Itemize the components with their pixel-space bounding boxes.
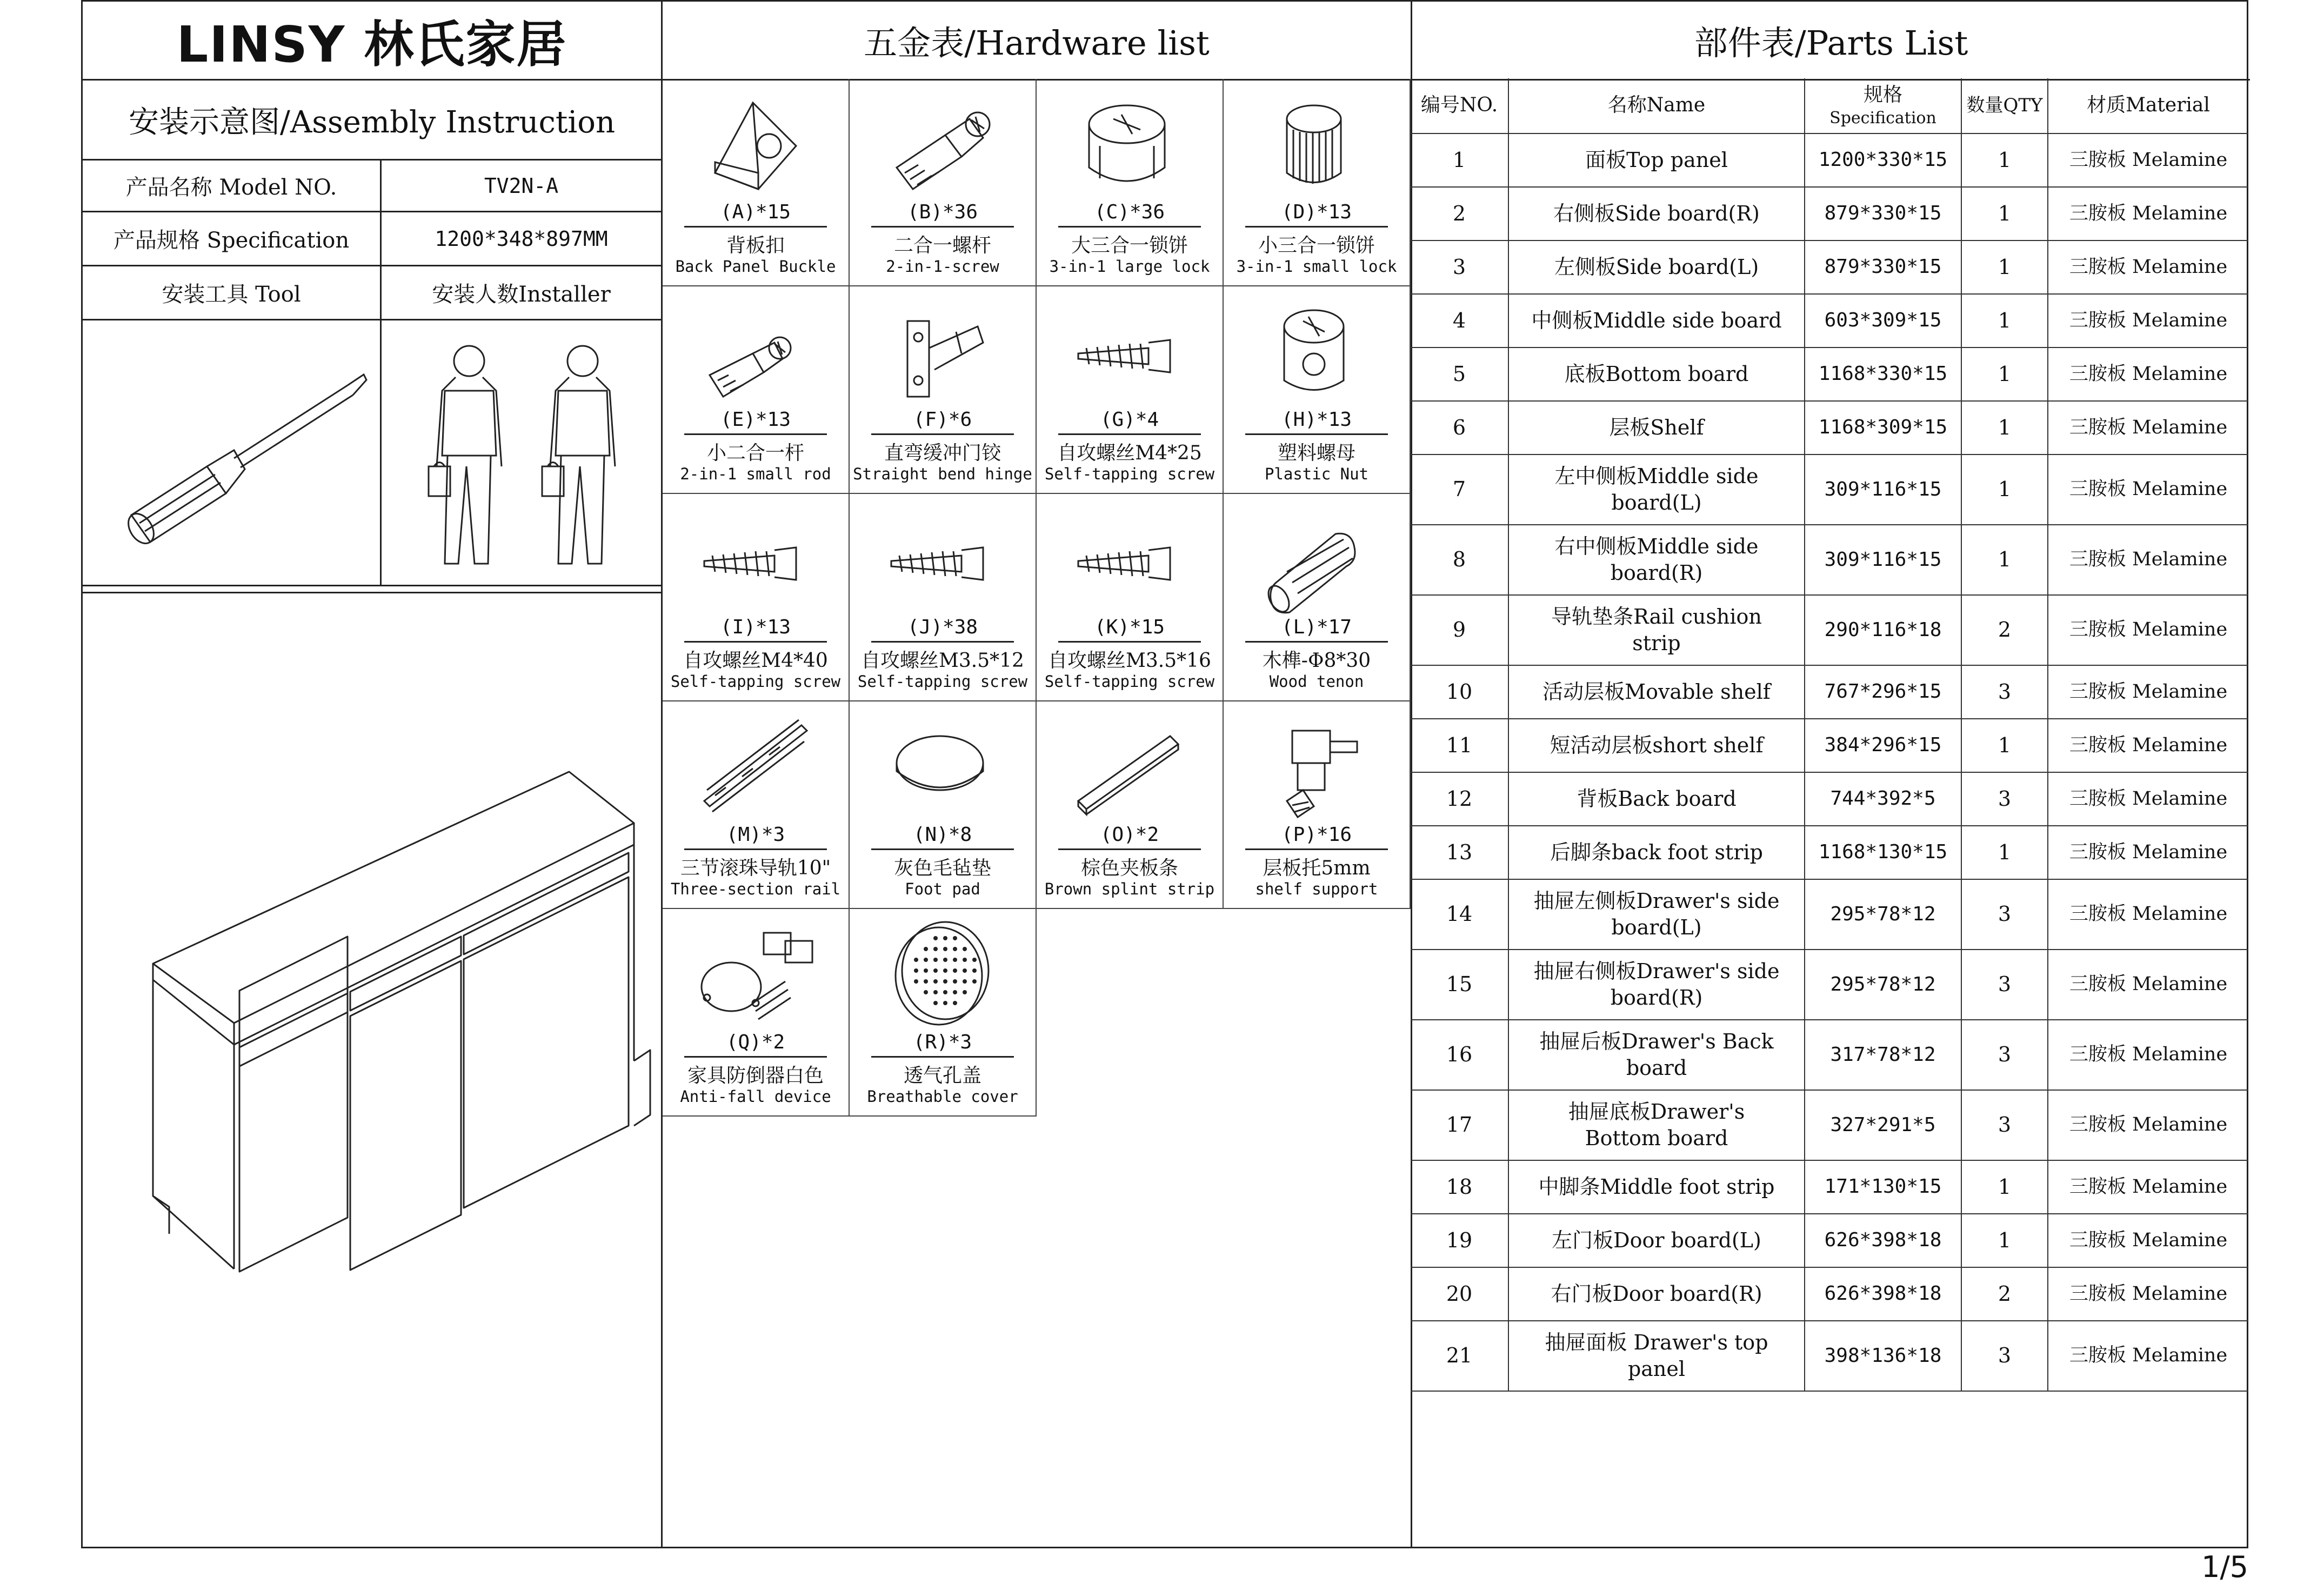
- underline: [684, 641, 827, 643]
- part-spec: 767*296*15: [1824, 680, 1942, 703]
- hardware-name-en: Straight bend hinge: [853, 465, 1032, 483]
- spec-value: 1200*348*897MM: [435, 226, 608, 251]
- part-qty: 3: [1998, 786, 2012, 811]
- hardware-code: (A)*15: [720, 201, 791, 223]
- part-qty: 1: [1998, 840, 2012, 864]
- hardware-item: [1224, 286, 1411, 494]
- part-spec: 1168*330*15: [1818, 363, 1948, 385]
- part-no: 11: [1446, 733, 1473, 757]
- hardware-name-cn: 自攻螺丝M4*25: [1057, 442, 1202, 464]
- underline: [1245, 848, 1388, 850]
- hardware-code: (D)*13: [1281, 201, 1352, 223]
- part-name: 左侧板Side board(L): [1554, 255, 1759, 279]
- hardware-item: [663, 286, 850, 494]
- part-no: 14: [1446, 902, 1473, 926]
- splint-strip-icon: [1067, 709, 1192, 823]
- hardware-item: [1224, 494, 1411, 701]
- hardware-code: (F)*6: [913, 409, 972, 431]
- hardware-name-en: Anti-fall device: [680, 1087, 831, 1106]
- hardware-item: [663, 909, 850, 1117]
- table-row: [1411, 402, 2248, 455]
- part-spec: 295*78*12: [1830, 903, 1936, 925]
- divider: [83, 319, 661, 320]
- screw-bolt-icon: [880, 86, 1005, 200]
- part-no: 5: [1452, 362, 1466, 386]
- underline: [684, 1056, 827, 1058]
- spec-label: 产品规格 Specification: [113, 228, 350, 253]
- hardware-name-cn: 自攻螺丝M4*40: [683, 650, 828, 672]
- table-row: [1411, 1020, 2248, 1091]
- screw-icon: [693, 502, 818, 615]
- part-spec: 317*78*12: [1830, 1043, 1936, 1066]
- part-material: 三胺板 Melamine: [2069, 309, 2228, 331]
- header-name: 名称Name: [1607, 94, 1706, 117]
- underline: [684, 848, 827, 850]
- part-spec: 309*116*15: [1824, 478, 1942, 500]
- part-no: 18: [1446, 1174, 1473, 1199]
- hardware-name-en: 2-in-1 small rod: [680, 465, 831, 483]
- underline: [1058, 848, 1201, 850]
- table-row: [1411, 188, 2248, 241]
- part-qty: 3: [1998, 1344, 2012, 1368]
- header-spec-en: Specification: [1829, 109, 1936, 128]
- hardware-code: (G)*4: [1100, 409, 1159, 431]
- hardware-name-cn: 木榫-Φ8*30: [1262, 650, 1371, 672]
- hardware-name-cn: 棕色夹板条: [1080, 857, 1178, 879]
- underline: [1245, 433, 1388, 435]
- model-value: TV2N-A: [484, 173, 559, 198]
- part-no: 2: [1452, 201, 1466, 225]
- page-number: 1/5: [2201, 1550, 2248, 1584]
- brand-logo: LINSY 林氏家居: [176, 15, 567, 73]
- cabinet-drawing: [148, 758, 656, 1326]
- hardware-item: [1037, 79, 1224, 286]
- cam-lock-icon: [1067, 86, 1192, 200]
- felt-pad-icon: [880, 709, 1005, 823]
- part-qty: 1: [1998, 201, 2012, 225]
- part-name: 左门板Door board(L): [1552, 1228, 1761, 1252]
- table-row: [1411, 1268, 2248, 1321]
- part-no: 1: [1452, 148, 1466, 172]
- part-no: 16: [1446, 1042, 1473, 1067]
- hardware-name-cn: 自攻螺丝M3.5*16: [1048, 650, 1211, 672]
- hardware-name-en: Plastic Nut: [1264, 465, 1369, 483]
- table-row: [1411, 1161, 2248, 1214]
- part-material: 三胺板 Melamine: [2069, 256, 2228, 278]
- part-no: 12: [1446, 786, 1473, 811]
- hardware-item: [1037, 286, 1224, 494]
- dowel-icon: [1254, 502, 1379, 615]
- underline: [871, 848, 1014, 850]
- hardware-name-en: Foot pad: [905, 880, 980, 898]
- part-no: 17: [1446, 1113, 1473, 1137]
- part-material: 三胺板 Melamine: [2069, 478, 2228, 500]
- part-qty: 1: [1998, 308, 2012, 332]
- hardware-name-cn: 自攻螺丝M3.5*12: [861, 650, 1024, 672]
- assembly-title: 安装示意图/Assembly Instruction: [128, 104, 616, 140]
- table-row: [1411, 1321, 2248, 1392]
- hardware-item: [1037, 494, 1224, 701]
- part-qty: 1: [1998, 477, 2012, 502]
- hardware-code: (N)*8: [913, 824, 972, 846]
- underline: [871, 226, 1014, 228]
- part-spec: 603*309*15: [1824, 309, 1942, 332]
- underline: [871, 433, 1014, 435]
- header-qty: 数量QTY: [1966, 95, 2043, 117]
- underline: [1245, 641, 1388, 643]
- part-name: 右侧板Side board(R): [1553, 201, 1760, 225]
- part-material: 三胺板 Melamine: [2069, 787, 2228, 810]
- table-row: [1411, 880, 2248, 950]
- hardware-name-cn: 二合一螺杆: [893, 235, 991, 257]
- table-row: [1411, 719, 2248, 773]
- hardware-code: (M)*3: [726, 824, 785, 846]
- part-no: 19: [1446, 1228, 1473, 1252]
- part-spec: 879*330*15: [1824, 256, 1942, 278]
- part-material: 三胺板 Melamine: [2069, 841, 2228, 863]
- hardware-name-en: Three-section rail: [670, 880, 841, 898]
- part-spec: 309*116*15: [1824, 548, 1942, 571]
- underline: [1245, 226, 1388, 228]
- part-name: 层板Shelf: [1609, 415, 1704, 439]
- part-qty: 1: [1998, 1228, 2012, 1252]
- table-row: [1411, 525, 2248, 596]
- part-no: 6: [1452, 415, 1466, 439]
- part-spec: 384*296*15: [1824, 734, 1942, 757]
- part-material: 三胺板 Melamine: [2069, 1114, 2228, 1136]
- part-name: 右门板Door board(R): [1551, 1281, 1762, 1306]
- part-no: 7: [1452, 477, 1466, 502]
- part-name: 中脚条Middle foot strip: [1538, 1174, 1775, 1199]
- table-row: [1411, 241, 2248, 295]
- hardware-name-cn: 灰色毛毡垫: [893, 857, 991, 879]
- part-spec: 1168*130*15: [1818, 841, 1948, 864]
- drawer-rail-icon: [693, 709, 818, 823]
- hardware-item: [1224, 79, 1411, 286]
- part-name: 左中侧板Middle side board(L): [1554, 464, 1759, 514]
- hardware-item: [850, 701, 1037, 909]
- hardware-code: (L)*17: [1281, 616, 1352, 638]
- hardware-code: (H)*13: [1281, 409, 1352, 431]
- hardware-name-en: 2-in-1-screw: [886, 257, 999, 276]
- part-spec: 879*330*15: [1824, 202, 1942, 225]
- table-row: [1411, 348, 2248, 402]
- table-row: [1411, 455, 2248, 525]
- part-spec: 171*130*15: [1824, 1175, 1942, 1198]
- part-material: 三胺板 Melamine: [2069, 619, 2228, 641]
- part-spec: 290*116*18: [1824, 618, 1942, 641]
- underline: [684, 433, 827, 435]
- vent-cover-icon: [880, 917, 1005, 1030]
- part-name: 抽屉右侧板Drawer's side board(R): [1533, 959, 1780, 1010]
- hardware-name-en: Back Panel Buckle: [675, 257, 836, 276]
- hardware-name-en: Brown splint strip: [1044, 880, 1215, 898]
- part-no: 15: [1446, 972, 1473, 997]
- tool-label: 安装工具 Tool: [162, 282, 301, 307]
- hardware-name-en: Wood tenon: [1269, 672, 1364, 691]
- part-material: 三胺板 Melamine: [2069, 149, 2228, 171]
- model-label: 产品名称 Model NO.: [125, 175, 337, 200]
- screw-icon: [1067, 294, 1192, 407]
- hardware-item: [663, 701, 850, 909]
- part-name: 背板Back board: [1577, 786, 1737, 811]
- hardware-code: (Q)*2: [726, 1031, 785, 1053]
- part-no: 4: [1452, 308, 1466, 332]
- part-name: 导轨垫条Rail cushion strip: [1551, 604, 1762, 655]
- hardware-item: [850, 909, 1037, 1117]
- header-no: 编号NO.: [1420, 94, 1498, 117]
- part-name: 中侧板Middle side board: [1531, 308, 1782, 332]
- hardware-name-en: Self-tapping screw: [1044, 465, 1215, 483]
- part-qty: 3: [1998, 902, 2012, 926]
- part-spec: 295*78*12: [1830, 973, 1936, 995]
- hardware-name-en: shelf support: [1255, 880, 1378, 898]
- part-name: 抽屉后板Drawer's Back board: [1539, 1029, 1774, 1080]
- table-row: [1411, 295, 2248, 348]
- hardware-code: (P)*16: [1281, 824, 1352, 846]
- hardware-code: (R)*3: [913, 1031, 972, 1053]
- part-name: 活动层板Movable shelf: [1542, 679, 1771, 704]
- part-qty: 1: [1998, 415, 2012, 439]
- two-installers-icon: [407, 331, 650, 580]
- screwdriver-icon: [99, 337, 369, 564]
- part-spec: 744*392*5: [1830, 787, 1936, 810]
- part-qty: 1: [1998, 733, 2012, 757]
- part-material: 三胺板 Melamine: [2069, 1044, 2228, 1066]
- part-material: 三胺板 Melamine: [2069, 903, 2228, 925]
- part-name: 抽屉左侧板Drawer's side board(L): [1533, 888, 1780, 939]
- hardware-item: [1224, 701, 1411, 909]
- part-qty: 3: [1998, 972, 2012, 997]
- hardware-item: [663, 494, 850, 701]
- part-material: 三胺板 Melamine: [2069, 1282, 2228, 1305]
- part-qty: 1: [1998, 362, 2012, 386]
- part-qty: 3: [1998, 1113, 2012, 1137]
- part-qty: 1: [1998, 547, 2012, 572]
- hardware-item: [1037, 701, 1224, 909]
- hardware-code: (E)*13: [720, 409, 791, 431]
- underline: [871, 1056, 1014, 1058]
- underline: [1058, 226, 1201, 228]
- hardware-code: (K)*15: [1094, 616, 1165, 638]
- anti-fall-icon: [693, 917, 818, 1030]
- underline: [684, 226, 827, 228]
- part-name: 抽屉面板 Drawer's top panel: [1545, 1330, 1768, 1381]
- hardware-name-en: Self-tapping screw: [1044, 672, 1215, 691]
- part-no: 10: [1446, 679, 1473, 704]
- plastic-nut-icon: [1254, 294, 1379, 407]
- part-material: 三胺板 Melamine: [2069, 1345, 2228, 1367]
- part-qty: 3: [1998, 1042, 2012, 1067]
- table-row: [1411, 134, 2248, 188]
- table-row: [1411, 1214, 2248, 1268]
- shelf-support-icon: [1254, 709, 1379, 823]
- hardware-name-cn: 背板扣: [726, 235, 785, 257]
- part-name: 面板Top panel: [1585, 148, 1728, 172]
- hardware-name-cn: 直弯缓冲门铰: [884, 442, 1001, 464]
- parts-title: 部件表/Parts List: [1694, 23, 1968, 63]
- table-row: [1411, 950, 2248, 1020]
- part-name: 短活动层板short shelf: [1550, 733, 1764, 757]
- part-name: 抽屉底板Drawer's Bottom board: [1568, 1099, 1745, 1150]
- hardware-item: [850, 79, 1037, 286]
- hardware-name-en: Self-tapping screw: [670, 672, 841, 691]
- hardware-code: (B)*36: [907, 201, 978, 223]
- hardware-item: [850, 286, 1037, 494]
- part-spec: 1200*330*15: [1818, 149, 1948, 171]
- part-no: 13: [1446, 840, 1473, 864]
- screw-icon: [1067, 502, 1192, 615]
- hardware-item: [850, 494, 1037, 701]
- underline: [871, 641, 1014, 643]
- part-name: 底板Bottom board: [1564, 362, 1749, 386]
- part-spec: 398*136*18: [1824, 1344, 1942, 1367]
- part-material: 三胺板 Melamine: [2069, 363, 2228, 385]
- part-spec: 626*398*18: [1824, 1282, 1942, 1305]
- hardware-name-en: 3-in-1 small lock: [1236, 257, 1397, 276]
- divider: [83, 592, 661, 593]
- part-material: 三胺板 Melamine: [2069, 973, 2228, 995]
- hardware-name-cn: 层板托5mm: [1263, 857, 1371, 879]
- divider: [83, 585, 661, 586]
- part-no: 21: [1446, 1344, 1473, 1368]
- table-row: [1411, 596, 2248, 666]
- part-material: 三胺板 Melamine: [2069, 680, 2228, 703]
- part-material: 三胺板 Melamine: [2069, 549, 2228, 571]
- hardware-name-en: 3-in-1 large lock: [1049, 257, 1210, 276]
- part-qty: 2: [1998, 1281, 2012, 1306]
- table-row: [1411, 1091, 2248, 1161]
- part-no: 8: [1452, 547, 1466, 572]
- hardware-name-en: Breathable cover: [867, 1087, 1018, 1106]
- hardware-code: (J)*38: [907, 616, 978, 638]
- small-bolt-icon: [693, 294, 818, 407]
- hardware-name-cn: 透气孔盖: [903, 1065, 981, 1087]
- hardware-name-cn: 大三合一锁饼: [1071, 235, 1188, 257]
- part-spec: 626*398*18: [1824, 1229, 1942, 1252]
- part-no: 20: [1446, 1281, 1473, 1306]
- parts-header-row: [1411, 78, 2248, 134]
- header-material: 材质Material: [2087, 94, 2210, 117]
- part-name: 右中侧板Middle side board(R): [1554, 534, 1759, 585]
- hardware-name-cn: 家具防倒器白色: [687, 1065, 824, 1087]
- part-material: 三胺板 Melamine: [2069, 1229, 2228, 1251]
- hardware-item: [663, 79, 850, 286]
- part-qty: 1: [1998, 1174, 2012, 1199]
- part-material: 三胺板 Melamine: [2069, 734, 2228, 756]
- part-qty: 2: [1998, 618, 2012, 642]
- table-row: [1411, 773, 2248, 826]
- installer-label: 安装人数Installer: [432, 282, 611, 307]
- part-qty: 1: [1998, 255, 2012, 279]
- underline: [1058, 641, 1201, 643]
- part-material: 三胺板 Melamine: [2069, 202, 2228, 224]
- table-row: [1411, 666, 2248, 719]
- hardware-name-cn: 三节滚珠导轨10": [680, 857, 831, 879]
- hardware-title: 五金表/Hardware list: [864, 23, 1210, 63]
- part-qty: 1: [1998, 148, 2012, 172]
- table-row: [1411, 826, 2248, 880]
- divider: [380, 161, 382, 585]
- part-no: 3: [1452, 255, 1466, 279]
- hardware-name-cn: 塑料螺母: [1277, 442, 1355, 464]
- part-name: 后脚条back foot strip: [1550, 840, 1763, 864]
- part-material: 三胺板 Melamine: [2069, 1175, 2228, 1198]
- part-spec: 327*291*5: [1830, 1113, 1936, 1136]
- wedge-buckle-icon: [693, 86, 818, 200]
- hardware-code: (O)*2: [1100, 824, 1159, 846]
- header-spec-cn: 规格: [1863, 83, 1902, 106]
- hinge-icon: [880, 294, 1005, 407]
- screw-icon: [880, 502, 1005, 615]
- underline: [1058, 433, 1201, 435]
- hardware-name-cn: 小三合一锁饼: [1258, 235, 1375, 257]
- small-cam-lock-icon: [1254, 86, 1379, 200]
- hardware-code: (C)*36: [1094, 201, 1165, 223]
- hardware-name-en: Self-tapping screw: [857, 672, 1028, 691]
- part-no: 9: [1452, 618, 1466, 642]
- part-material: 三胺板 Melamine: [2069, 416, 2228, 438]
- part-qty: 3: [1998, 679, 2012, 704]
- hardware-name-cn: 小二合一杆: [706, 442, 804, 464]
- part-spec: 1168*309*15: [1818, 416, 1948, 439]
- hardware-code: (I)*13: [720, 616, 791, 638]
